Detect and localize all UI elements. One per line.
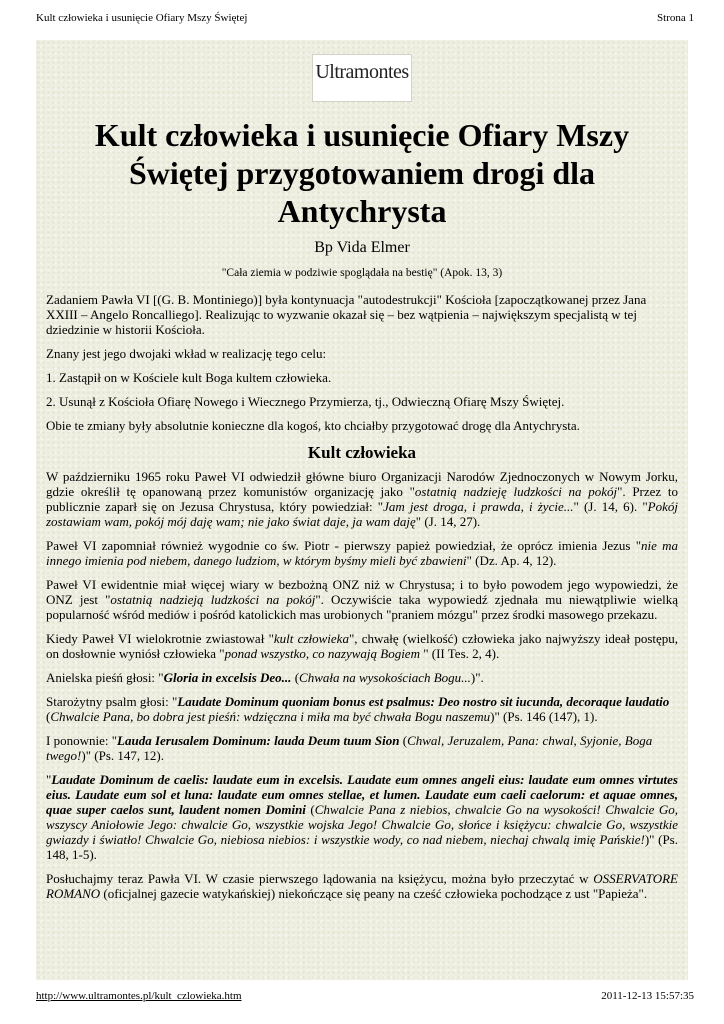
- text-run: )" (Ps. 147, 12).: [81, 748, 164, 763]
- text-run: Anielska pieśń głosi: ": [46, 670, 164, 685]
- text-run: I ponownie: ": [46, 733, 118, 748]
- logo-box: [312, 54, 412, 102]
- text-run: Paweł VI zapomniał również wygodnie co św. Piotr - pierwszy papież powiedział, że oprócz imienia Jezus ": [46, 538, 642, 553]
- text-run: ". Przez to publicznie zaparł się on Jezusa Chrystusa, który powiedział: ": [46, 484, 678, 514]
- text-run: (: [291, 670, 300, 685]
- text-run: (oficjalnej gazecie watykańskiej) niekończące się peany na cześć człowieka pochodzące z ust "Papieża".: [100, 886, 648, 901]
- translation-italic: Chwalcie Pana z niebios, chwalcie Go na wysokości! Chwalcie Go, wszyscy Aniołowie Jego: chwalcie Go, wszystkie wojska Jego! Chwalcie Go, słońce i księżycu: chwalcie Go, wszystkie gwiazdy i światło! Chwalcie Go, niebiosa niebios: i wszystkie wody, co nad niebem, niechaj chwalą imię Pańskie!: [46, 802, 678, 847]
- article-motto: "Cała ziemia w podziwie spoglądała na bestię" (Apok. 13, 3): [221, 267, 503, 279]
- section-paragraph-6: [46, 694, 678, 724]
- translation-italic: Chwal, Jeruzalem, Pana: chwal, Syjonie, Boga twego!: [46, 733, 653, 763]
- translation-italic: Chwalcie Pana, bo dobra jest pieśń: wdzięczna i miła ma być chwała Bogu naszemu: [50, 709, 491, 724]
- article-title: Kult człowieka i usunięcie Ofiary Mszy Świętej przygotowaniem drogi dla Antychrysta: [94, 117, 630, 229]
- section-paragraph-7: [46, 733, 678, 763]
- text-run: )" (Ps. 146 (147), 1).: [490, 709, 598, 724]
- text-run: (: [399, 733, 408, 748]
- paragraph-2: Znany jest jego dwojaki wkład w realizację tego celu:: [46, 346, 327, 361]
- text-run: " (J. 14, 6). ": [573, 499, 648, 514]
- text-run: Starożytny psalm głosi: ": [46, 694, 178, 709]
- logo-text: Ultramontes: [315, 61, 409, 83]
- text-run: Paweł VI ewidentnie miał więcej wiary w bezbożną ONZ niż w Chrystusa; i to było powodem jego wypowiedzi, że ONZ jest ": [46, 577, 678, 607]
- text-run: (: [46, 709, 51, 724]
- text-run: ". Oczywiście taka wypowiedź zjednała mu niewątpliwie wielką popularność wśród mediów i pośród katolickich mas urobionych "praniem mózgu" przez środki masowego przekazu.: [46, 592, 678, 622]
- quote-italic: Pokój zostawiam wam, pokój mój daję wam; nie jako świat daje, ja wam daję: [46, 499, 678, 529]
- page-paper: [36, 40, 688, 980]
- section-paragraph-2: [46, 538, 678, 568]
- article-author: Bp Vida Elmer: [314, 239, 410, 256]
- text-run: " (II Tes. 2, 4).: [419, 646, 500, 661]
- text-run: Kiedy Paweł VI wielokrotnie zwiastował ": [46, 631, 274, 646]
- section-paragraph-8: [46, 772, 678, 862]
- section-heading: Kult człowieka: [307, 443, 417, 462]
- text-run: ": [46, 772, 52, 787]
- text-run: )".: [470, 670, 484, 685]
- section-paragraph-1: [46, 469, 678, 529]
- section-paragraph-4: [46, 631, 678, 661]
- quote-italic: nie ma innego imienia pod niebem, danego ludziom, w którym byśmy mieli być zbawieni: [46, 538, 678, 568]
- paragraph-4: 2. Usunął z Kościoła Ofiarę Nowego i Wiecznego Przymierza, tj., Odwieczną Ofiarę Mszy Świętej.: [46, 394, 565, 409]
- quote-italic: kult człowieka: [273, 631, 349, 646]
- quote-italic: ostatnią nadzieję ludzkości na pokój: [414, 484, 618, 499]
- article: [46, 116, 678, 901]
- text-run: Posłuchajmy teraz Pawła VI. W czasie pierwszego lądowania na księżycu, można było przeczytać w: [46, 871, 594, 886]
- quote-italic: ponad wszystko, co nazywają Bogiem: [224, 646, 420, 661]
- latin-quote: Laudate Dominum de caelis: laudate eum in excelsis. Laudate eum omnes angeli eius: laudate eum omnes virtutes eius. Laudate eum sol et luna: laudate eum omnes stellae, et lumen. Laudate eum caeli caelorum: et aquae omnes, quae super caelos sunt, laudent nomen Domini: [46, 772, 678, 817]
- source-url-link[interactable]: http://www.ultramontes.pl/kult_czlowieka.htm: [36, 990, 242, 1002]
- paragraph-3: 1. Zastąpił on w Kościele kult Boga kultem człowieka.: [46, 370, 332, 385]
- latin-quote: Laudate Dominum quoniam bonus est psalmus: Deo nostro sit iucunda, decoraque laudatio: [177, 694, 670, 709]
- section-paragraph-9: [46, 871, 678, 901]
- latin-quote: Lauda Ierusalem Dominum: lauda Deum tuum Sion: [117, 733, 400, 748]
- quote-italic: ostatnią nadzieją ludzkości na pokój: [110, 592, 316, 607]
- translation-italic: Chwała na wysokościach Bogu...: [299, 670, 471, 685]
- print-footer: [36, 990, 694, 1006]
- text-run: W październiku 1965 roku Paweł VI odwiedził główne biuro Organizacji Narodów Zjednoczonych w Nowym Jorku, gdzie określił tę opanowaną przez komunistów organizację jako ": [46, 469, 678, 499]
- latin-quote: Gloria in excelsis Deo...: [163, 670, 292, 685]
- print-header: [36, 12, 694, 28]
- print-header-title: Kult człowieka i usunięcie Ofiary Mszy Świętej: [36, 12, 248, 24]
- print-header-page: Strona 1: [657, 12, 694, 24]
- text-run: ", chwałę (wielkość) człowieka jako najwyższy ideał postępu, on dosłownie wyniósł człowieka ": [46, 631, 679, 661]
- publication-name: OSSERVATORE ROMANO: [46, 871, 678, 901]
- text-run: " (Dz. Ap. 4, 12).: [466, 553, 557, 568]
- text-run: " (J. 14, 27).: [415, 514, 481, 529]
- text-run: (: [305, 802, 315, 817]
- section-paragraph-3: [46, 577, 678, 622]
- quote-italic: Jam jest droga, i prawda, i życie...: [383, 499, 574, 514]
- paragraph-5: Obie te zmiany były absolutnie konieczne dla kogoś, kto chciałby przygotować drogę dla Antychrysta.: [46, 418, 580, 433]
- text-run: )" (Ps. 148, 1-5).: [46, 832, 678, 862]
- paragraph-1: Zadaniem Pawła VI [(G. B. Montiniego)] była kontynuacja "autodestrukcji" Kościoła [zapoczątkowanej przez Jana XXIII – Angelo Roncalliego]. Realizując to wyzwanie okazał się – bez wątpienia – największym specjalistą w tej dziedzinie w historii Kościoła.: [46, 292, 647, 337]
- site-logo[interactable]: [312, 54, 412, 102]
- print-datetime: 2011-12-13 15:57:35: [601, 990, 694, 1002]
- section-paragraph-5: [46, 670, 678, 685]
